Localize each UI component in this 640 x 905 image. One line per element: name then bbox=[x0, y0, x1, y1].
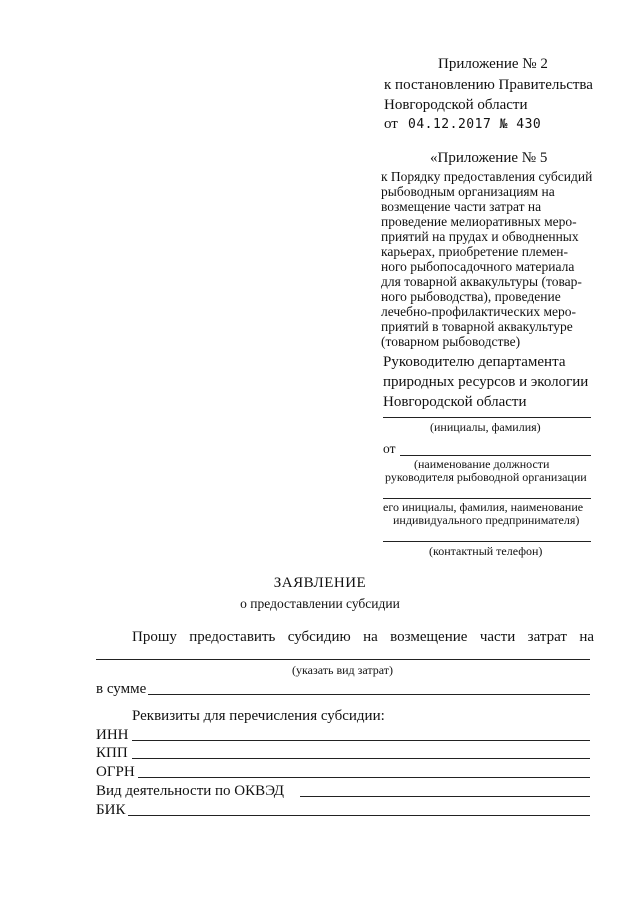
inner-appendix-line: рыбоводным организациям на bbox=[381, 184, 555, 199]
ogrn-field[interactable] bbox=[138, 777, 590, 778]
request-word: на bbox=[579, 629, 594, 645]
ogrn-label: ОГРН bbox=[96, 764, 135, 780]
statement-title: ЗАЯВЛЕНИЕ bbox=[273, 575, 367, 591]
request-word: предоставить bbox=[189, 629, 276, 645]
name-blank-line bbox=[383, 498, 591, 499]
phone-caption: (контактный телефон) bbox=[429, 544, 543, 558]
request-word: Прошу bbox=[132, 629, 177, 645]
addressee-text bbox=[383, 352, 588, 412]
request-word: части bbox=[479, 629, 516, 645]
inner-appendix-line: лечебно-профилактических меро- bbox=[381, 304, 576, 319]
inner-appendix-line: возмещение части затрат на bbox=[381, 199, 542, 214]
inner-appendix-text bbox=[381, 169, 592, 349]
amount-field[interactable] bbox=[148, 694, 590, 695]
inn-field[interactable] bbox=[132, 740, 590, 741]
decree-date-number: 04.12.2017 № 430 bbox=[408, 117, 542, 132]
inner-appendix-title: «Приложение № 5 bbox=[430, 150, 548, 166]
addressee-line: Новгородской области bbox=[383, 394, 527, 410]
inner-appendix-line: (товарном рыбоводстве) bbox=[381, 334, 521, 349]
addressee-line: природных ресурсов и экологии bbox=[383, 374, 589, 390]
inner-appendix-line: проведение мелиоративных меро- bbox=[381, 214, 577, 229]
region-name: Новгородской области bbox=[384, 97, 528, 113]
kpp-field[interactable] bbox=[132, 758, 590, 759]
request-word: затрат bbox=[527, 629, 567, 645]
initials-blank-line bbox=[383, 417, 591, 418]
inner-appendix-line: приятий в товарной аквакультуре bbox=[381, 319, 573, 334]
appendix-number: Приложение № 2 bbox=[438, 56, 548, 72]
name-caption: его инициалы, фамилия, наименование bbox=[383, 500, 584, 514]
bik-field[interactable] bbox=[128, 815, 590, 816]
phone-blank-line bbox=[383, 541, 591, 542]
bik-label: БИК bbox=[96, 802, 126, 818]
inner-appendix-line: ного рыбопосадочного материала bbox=[381, 259, 575, 274]
requisites-heading: Реквизиты для перечисления субсидии: bbox=[132, 708, 385, 724]
inn-label: ИНН bbox=[96, 727, 129, 743]
inner-appendix-line: карьерах, приобретение племен- bbox=[381, 244, 568, 259]
date-prefix: от bbox=[384, 116, 398, 132]
amount-label: в сумме bbox=[96, 681, 147, 697]
position-blank-line bbox=[400, 455, 591, 456]
inner-appendix-line: к Порядку предоставления субсидий bbox=[381, 169, 593, 184]
request-word: субсидию bbox=[287, 629, 351, 645]
inner-appendix-line: для товарной аквакультуры (товар- bbox=[381, 274, 582, 289]
okved-label: Вид деятельности по ОКВЭД bbox=[96, 783, 285, 799]
initials-caption: (инициалы, фамилия) bbox=[430, 420, 541, 434]
request-word: возмещение bbox=[390, 629, 468, 645]
from-prefix: от bbox=[383, 441, 396, 456]
name-caption: индивидуального предпринимателя) bbox=[393, 513, 580, 527]
kpp-label: КПП bbox=[96, 745, 128, 761]
okved-field[interactable] bbox=[300, 796, 590, 797]
inner-appendix-line: ного рыбоводства), проведение bbox=[381, 289, 561, 304]
cost-type-caption: (указать вид затрат) bbox=[292, 663, 394, 677]
statement-subtitle: о предоставлении субсидии bbox=[240, 596, 400, 611]
addressee-line: Руководителю департамента bbox=[383, 354, 566, 370]
position-caption: руководителя рыбоводной организации bbox=[385, 470, 587, 484]
cost-type-field[interactable] bbox=[96, 659, 590, 660]
position-caption: (наименование должности bbox=[414, 457, 550, 471]
request-word: на bbox=[363, 629, 378, 645]
decree-reference: к постановлению Правительства bbox=[384, 77, 593, 93]
request-sentence bbox=[132, 629, 594, 646]
inner-appendix-line: приятий на прудах и обводненных bbox=[381, 229, 579, 244]
